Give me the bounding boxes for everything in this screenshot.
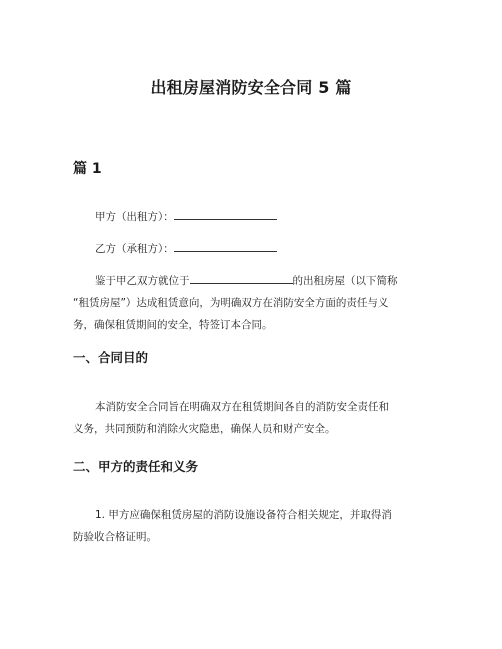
property-address-blank: [190, 272, 293, 284]
purpose-text-1: 本消防安全合同旨在明确双方在租赁期间各自的消防安全责任和: [95, 401, 389, 413]
purpose-text-2: 义务，共同预防和消除火灾隐患，确保人员和财产安全。: [73, 423, 336, 435]
section-heading: 篇 1: [73, 161, 102, 177]
heading-party-a-duties: 二、甲方的责任和义务: [73, 459, 199, 474]
intro-text-4: 务，确保租赁期间的安全，特签订本合同。: [73, 319, 273, 331]
duty-paragraph: [73, 504, 445, 548]
intro-text-2: 的出租房屋（以下简称: [292, 275, 398, 287]
duty-text-2: 防验收合格证明。: [73, 531, 157, 543]
party-a-blank: [174, 208, 277, 220]
party-b-blank: [174, 240, 277, 252]
duty-text-1: 1. 甲方应确保租赁房屋的消防设施设备符合相关规定，并取得消: [95, 509, 392, 521]
party-b-label: 乙方（承租方）：: [95, 243, 174, 255]
party-b-line: [73, 238, 445, 260]
party-a-line: [73, 206, 445, 228]
intro-paragraph: [73, 270, 445, 336]
document-title: 出租房屋消防安全合同 5 篇: [150, 78, 352, 97]
intro-text-3: “租赁房屋”）达成租赁意向，为明确双方在消防安全方面的责任与义: [73, 297, 389, 309]
party-a-label: 甲方（出租方）：: [95, 211, 174, 223]
heading-contract-purpose: 一、合同目的: [73, 350, 149, 365]
purpose-paragraph: [73, 396, 445, 440]
intro-text-1: 鉴于甲乙双方就位于: [95, 275, 190, 287]
